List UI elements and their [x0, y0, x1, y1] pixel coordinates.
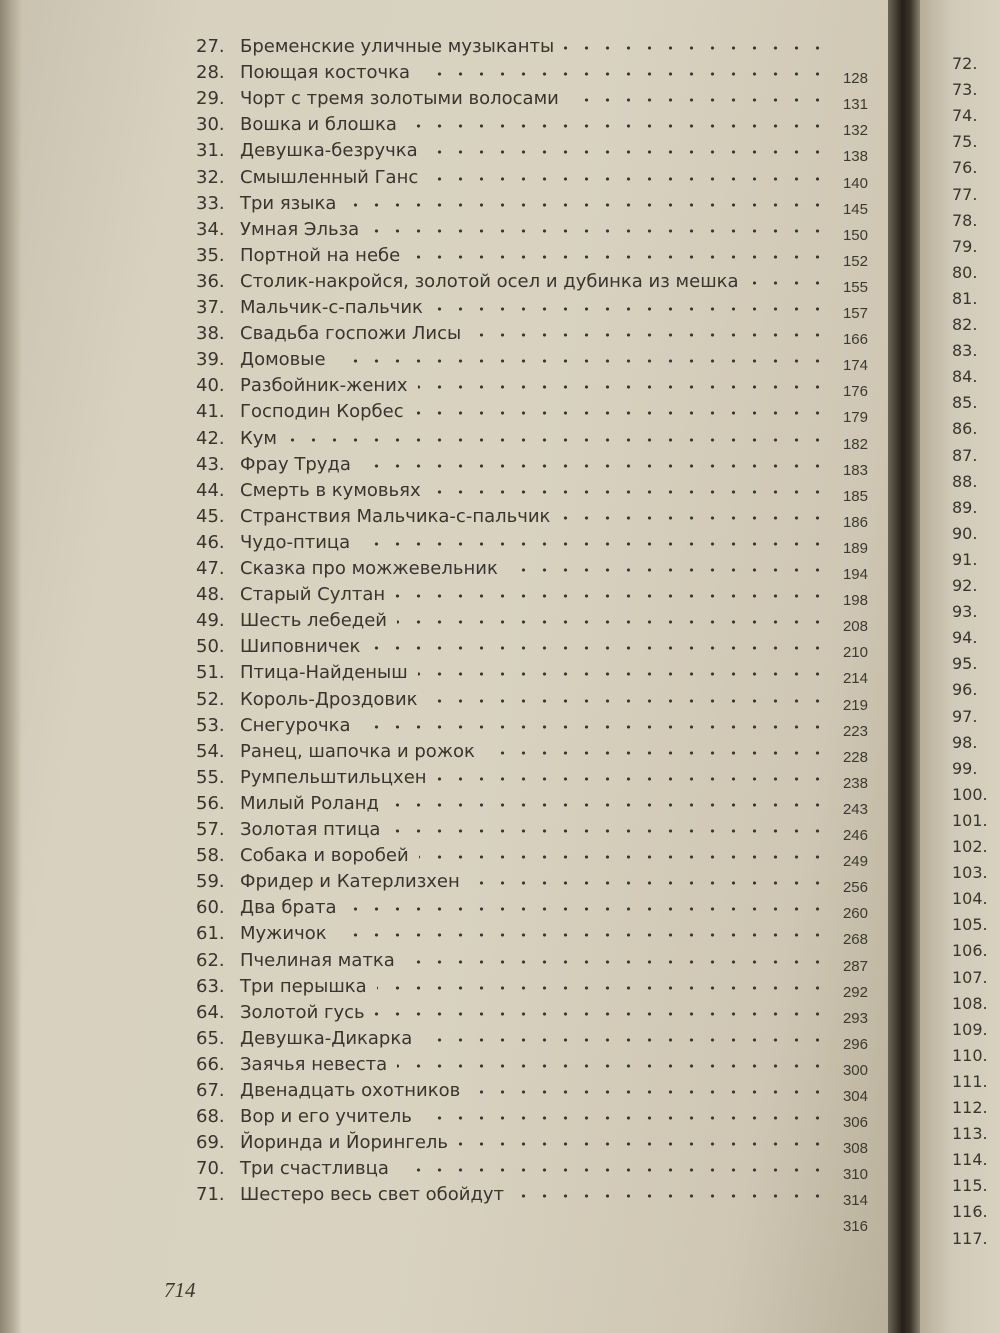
dot-leader	[336, 359, 828, 363]
toc-entry-page: 238	[842, 774, 868, 792]
toc-entry-number: 51.	[196, 662, 225, 684]
toc-entry-page: 176	[842, 383, 868, 401]
right-page-entry-number: 106.	[952, 941, 988, 961]
right-page-entry-number: 89.	[952, 497, 978, 517]
toc-entry	[196, 1104, 886, 1130]
dot-leader	[377, 986, 828, 990]
toc-entry-title: Два брата	[240, 897, 337, 919]
toc-entry-number: 61.	[196, 923, 225, 945]
toc-entry-page: 157	[842, 305, 868, 322]
toc-entry	[196, 530, 886, 556]
toc-entry-title: Йоринда и Йорингель	[240, 1132, 449, 1154]
dot-leader	[419, 855, 828, 859]
toc-entry-title: Чорт с тремя золотыми волосами	[240, 88, 559, 110]
toc-entry-title: Кум	[240, 427, 278, 449]
toc-entry-page: 310	[842, 1166, 868, 1184]
toc-entry-number: 38.	[196, 323, 225, 345]
toc-entry-number: 41.	[196, 401, 225, 423]
toc-entry-number: 67.	[196, 1080, 225, 1101]
dot-leader	[428, 150, 828, 154]
toc-entry-page: 189	[842, 539, 868, 557]
toc-entry-title: Заячья невеста	[240, 1053, 388, 1075]
dot-leader	[370, 646, 828, 650]
right-page-entry-number: 86.	[952, 419, 978, 439]
toc-entry-title: Пчелиная матка	[240, 949, 395, 971]
dot-leader	[361, 464, 828, 468]
toc-entry-number: 70.	[196, 1158, 225, 1180]
toc-entry-title: Собака и воробей	[240, 845, 409, 867]
dot-leader	[470, 1090, 828, 1094]
toc-entry	[196, 504, 886, 530]
toc-entry-number: 37.	[196, 297, 225, 318]
right-page-entry-number: 103.	[952, 863, 988, 883]
dot-leader	[407, 124, 828, 128]
right-page-entry-number: 88.	[952, 471, 978, 491]
dot-leader	[287, 438, 828, 442]
toc-entry	[196, 791, 886, 817]
toc-entry	[196, 1052, 886, 1078]
toc-entry-number: 50.	[196, 636, 225, 658]
dot-leader	[514, 1194, 828, 1198]
toc-entry-title: Столик-накройся, золотой осел и дубинка из мешка	[240, 270, 739, 292]
toc-entry	[196, 739, 886, 765]
toc-entry-title: Смерть в кумовьях	[240, 479, 421, 501]
dot-leader	[420, 72, 828, 76]
toc-entry-number: 58.	[196, 845, 225, 867]
right-page-entry-number: 116.	[952, 1202, 988, 1222]
right-page-entry-number: 109.	[952, 1019, 988, 1039]
right-page-entry-number: 104.	[952, 889, 988, 909]
right-page-entry-number: 79.	[952, 236, 978, 256]
right-page-entry-number: 74.	[952, 106, 978, 126]
toc-entry-title: Девушка-безручка	[240, 140, 418, 162]
toc-entry-title: Шестеро весь свет обойдут	[240, 1184, 505, 1206]
toc-entry-number: 49.	[196, 610, 225, 632]
dot-leader	[375, 1012, 828, 1016]
dot-leader	[569, 98, 828, 102]
right-page-entry-number: 91.	[952, 549, 978, 569]
toc-entry	[196, 34, 886, 60]
toc-entry-page: 210	[842, 644, 868, 662]
toc-entry-page: 308	[842, 1140, 868, 1158]
toc-entry-title: Три перышка	[240, 975, 367, 997]
toc-entry	[196, 399, 886, 425]
toc-entry-page: 166	[842, 331, 868, 349]
toc-entry-title: Сказка про можжевельник	[240, 558, 498, 579]
toc-entry-number: 27.	[196, 36, 225, 57]
toc-entry-number: 31.	[196, 140, 225, 162]
right-page-entry-number: 112.	[952, 1098, 988, 1117]
toc-entry-title: Свадьба госпожи Лисы	[240, 323, 462, 345]
page-folio: 714	[164, 1278, 196, 1302]
toc-entry	[196, 243, 886, 269]
toc-entry-number: 57.	[196, 819, 225, 840]
dot-leader	[418, 385, 828, 389]
toc-entry-number: 62.	[196, 949, 225, 971]
dot-leader	[470, 881, 828, 885]
toc-entry	[196, 974, 886, 1000]
toc-entry	[196, 921, 886, 947]
toc-entry-title: Разбойник-жених	[240, 375, 408, 397]
toc-entry-number: 32.	[196, 166, 225, 188]
toc-entry	[196, 843, 886, 869]
toc-entry-page: 293	[842, 1009, 868, 1027]
toc-entry-number: 52.	[196, 688, 225, 710]
toc-entry-number: 54.	[196, 740, 225, 762]
toc-entry-number: 48.	[196, 584, 225, 606]
toc-entry-title: Девушка-Дикарка	[240, 1027, 413, 1049]
toc-entry	[196, 269, 886, 295]
dot-leader	[337, 933, 828, 937]
toc-entry-title: Шесть лебедей	[240, 610, 388, 632]
dot-leader	[410, 255, 828, 259]
right-page-entry-number: 96.	[952, 680, 978, 700]
toc-entry-title: Милый Роланд	[240, 792, 379, 814]
right-page-entry-number: 95.	[952, 654, 978, 674]
right-page-entry-number: 99.	[952, 758, 978, 778]
dot-leader	[431, 490, 828, 494]
dot-leader	[360, 542, 828, 546]
toc-entry-page: 183	[842, 461, 868, 479]
right-page-entry-number: 72.	[952, 54, 978, 73]
toc-entry-page: 256	[842, 879, 868, 897]
toc-entry-number: 60.	[196, 897, 225, 919]
toc-entry-page: 131	[842, 96, 868, 114]
toc-entry	[196, 321, 886, 347]
extra-page-number: 316	[842, 1218, 868, 1235]
right-page-entry-number: 85.	[952, 393, 978, 413]
toc-entry-number: 53.	[196, 714, 225, 736]
toc-entry-title: Ранец, шапочка и рожок	[240, 740, 475, 762]
right-page-entry-number: 115.	[952, 1176, 988, 1196]
toc-entry-page: 138	[842, 148, 868, 166]
toc-entry-page: 155	[842, 278, 868, 296]
right-page-entry-number: 76.	[952, 158, 978, 178]
toc-entry-number: 64.	[196, 1001, 225, 1023]
toc-entry-number: 47.	[196, 558, 225, 579]
toc-entry	[196, 660, 886, 686]
toc-entry-page: 300	[842, 1061, 868, 1079]
toc-entry-page: 228	[842, 748, 868, 766]
toc-entry-number: 42.	[196, 427, 225, 449]
toc-entry-page: 208	[842, 618, 868, 636]
dot-leader	[564, 46, 828, 50]
toc-entry	[196, 1182, 886, 1208]
dot-leader	[390, 829, 828, 833]
toc-entry-title: Птица-Найденыш	[240, 662, 408, 684]
toc-entry	[196, 347, 886, 373]
right-page-entry-number: 80.	[952, 262, 978, 282]
toc-entry-number: 28.	[196, 62, 225, 84]
toc-entry-title: Три счастливца	[240, 1158, 389, 1180]
extra-page-number-row	[196, 1208, 886, 1234]
right-page-entry-number: 93.	[952, 602, 978, 622]
toc-entry	[196, 1156, 886, 1182]
toc-entry-number: 65.	[196, 1027, 225, 1049]
toc-entry	[196, 138, 886, 164]
toc-entry-title: Смышленный Ганс	[240, 166, 419, 188]
toc-entry-page: 132	[842, 122, 868, 140]
toc-entry	[196, 869, 886, 895]
toc-entry-page: 214	[842, 670, 868, 688]
right-page-entry-number: 113.	[952, 1124, 988, 1144]
toc-entry-page: 246	[842, 827, 868, 844]
right-page-entry-number: 84.	[952, 367, 978, 387]
toc-entry-page: 304	[842, 1088, 868, 1105]
dot-leader	[428, 699, 828, 703]
toc-entry	[196, 191, 886, 217]
toc-entry-page: 268	[842, 931, 868, 949]
toc-entry-page: 145	[842, 200, 868, 218]
dot-leader	[560, 516, 828, 520]
dot-leader	[397, 1064, 828, 1068]
toc-entry-page: 287	[842, 957, 868, 975]
toc-entry-title: Золотая птица	[240, 819, 381, 840]
toc-entry-page: 174	[842, 357, 868, 375]
toc-entry-title: Золотой гусь	[240, 1001, 365, 1023]
dot-leader	[749, 281, 828, 285]
right-page-entry-number: 83.	[952, 341, 978, 361]
right-page-entry-number: 117.	[952, 1228, 988, 1248]
dot-leader	[346, 203, 828, 207]
right-page-entry-number: 73.	[952, 80, 978, 100]
toc-entry-number: 33.	[196, 192, 225, 214]
toc-entry-number: 63.	[196, 975, 225, 997]
toc-entry	[196, 426, 886, 452]
toc-entry-page: 306	[842, 1114, 868, 1132]
toc-entry-number: 39.	[196, 349, 225, 371]
toc-entry	[196, 895, 886, 921]
toc-entry	[196, 112, 886, 138]
right-page-entry-number: 110.	[952, 1045, 988, 1065]
toc-entry-title: Фрау Труда	[240, 453, 351, 475]
toc-entry-page: 179	[842, 409, 868, 427]
dot-leader	[361, 725, 828, 729]
toc-entry-number: 55.	[196, 766, 225, 788]
right-page-entry-number: 75.	[952, 132, 978, 152]
toc-entry-number: 68.	[196, 1106, 225, 1128]
right-page-entry-number: 78.	[952, 210, 978, 230]
toc-entry-number: 71.	[196, 1184, 225, 1206]
toc-entry-title: Король-Дроздовик	[240, 688, 418, 710]
dot-leader	[422, 1116, 828, 1120]
toc-entry-number: 40.	[196, 375, 225, 397]
toc-entry	[196, 713, 886, 739]
toc-entry-page: 140	[842, 174, 868, 192]
dot-leader	[405, 960, 828, 964]
dot-leader	[414, 411, 828, 415]
toc-entry-title: Домовые	[240, 349, 326, 371]
right-page-entry-number: 108.	[952, 993, 988, 1013]
toc-entry-title: Двенадцать охотников	[240, 1080, 461, 1101]
toc-entry	[196, 60, 886, 86]
dot-leader	[433, 307, 828, 311]
toc-entry-page: 150	[842, 226, 868, 244]
dot-leader	[418, 672, 828, 676]
toc-entry-title: Бременские уличные музыканты	[240, 36, 555, 57]
toc-entry-number: 56.	[196, 792, 225, 814]
toc-entry-title: Портной на небе	[240, 244, 401, 266]
dot-leader	[389, 803, 828, 807]
toc-entry	[196, 687, 886, 713]
right-page-entry-number: 82.	[952, 315, 978, 334]
dot-leader	[422, 1038, 828, 1042]
toc-entry-number: 30.	[196, 114, 225, 136]
dot-leader	[369, 229, 828, 233]
toc-entry	[196, 948, 886, 974]
toc-entry-title: Фридер и Катерлизхен	[240, 871, 460, 893]
toc-entry-page: 182	[842, 435, 868, 453]
toc-entry-number: 59.	[196, 871, 225, 893]
toc-entry	[196, 556, 886, 582]
toc-entry-title: Господин Корбес	[240, 401, 404, 423]
dot-leader	[471, 333, 828, 337]
toc-entry-title: Мальчик-с-пальчик	[240, 297, 423, 318]
toc-entry-title: Чудо-птица	[240, 531, 351, 553]
dot-leader	[397, 620, 828, 624]
toc-entry	[196, 86, 886, 112]
toc-entry-number: 44.	[196, 479, 225, 501]
toc-entry-page: 198	[842, 592, 868, 610]
toc-entry	[196, 295, 886, 321]
dot-leader	[399, 1168, 828, 1172]
toc-entry-page: 249	[842, 853, 868, 871]
toc-entry-number: 69.	[196, 1132, 225, 1154]
toc-entry	[196, 582, 886, 608]
right-page-entry-number: 77.	[952, 184, 978, 204]
dot-leader	[428, 177, 828, 181]
toc-entry-title: Снегурочка	[240, 714, 351, 736]
toc-entry-title: Три языка	[240, 192, 337, 214]
right-page-entry-number: 98.	[952, 732, 978, 752]
toc-entry	[196, 1130, 886, 1156]
toc-entry-page: 223	[842, 722, 868, 740]
toc-entry	[196, 1078, 886, 1104]
dot-leader	[347, 907, 828, 911]
toc-entry-page: 186	[842, 513, 868, 531]
right-page-entry-number: 87.	[952, 445, 978, 465]
toc-entry-number: 29.	[196, 88, 225, 110]
right-page-entry-number: 100.	[952, 784, 988, 804]
right-page-entry-number: 101.	[952, 810, 988, 830]
right-page-entry-number: 107.	[952, 967, 988, 987]
right-page-entry-number: 102.	[952, 837, 988, 856]
toc-entry	[196, 165, 886, 191]
right-page-entry-number: 111.	[952, 1071, 988, 1091]
toc-entry-number: 46.	[196, 531, 225, 553]
toc-entry-title: Вошка и блошка	[240, 114, 397, 136]
right-page-entry-number: 94.	[952, 628, 978, 648]
dot-leader	[485, 751, 828, 755]
toc-entry-title: Шиповничек	[240, 636, 361, 658]
toc-entry	[196, 765, 886, 791]
toc-entry	[196, 217, 886, 243]
toc-entry	[196, 373, 886, 399]
toc-entry-title: Умная Эльза	[240, 218, 360, 240]
toc-entry-page: 260	[842, 905, 868, 923]
right-page-entry-number: 114.	[952, 1150, 988, 1170]
right-page-entry-number: 97.	[952, 706, 978, 726]
toc-entry-title: Вор и его учитель	[240, 1106, 412, 1128]
dot-leader	[508, 568, 828, 572]
toc-entry-number: 66.	[196, 1053, 225, 1075]
toc-entry-page: 185	[842, 487, 868, 505]
toc-entry-title: Старый Султан	[240, 584, 386, 606]
right-page-entry-number: 90.	[952, 523, 978, 543]
toc-entry-title: Мужичок	[240, 923, 327, 945]
toc-entry	[196, 608, 886, 634]
book-gutter	[888, 0, 920, 1333]
toc-entry	[196, 1000, 886, 1026]
dot-leader	[395, 594, 828, 598]
toc-entry-page: 194	[842, 566, 868, 583]
toc-entry	[196, 1026, 886, 1052]
toc-entry	[196, 452, 886, 478]
toc-entry-page: 152	[842, 252, 868, 270]
toc-entry-number: 45.	[196, 505, 225, 527]
toc-entry-page: 296	[842, 1035, 868, 1053]
dot-leader	[437, 777, 828, 781]
dot-leader	[458, 1142, 828, 1146]
toc-entry-number: 35.	[196, 244, 225, 266]
toc-entry-number: 36.	[196, 270, 225, 292]
toc-entry-number: 34.	[196, 218, 225, 240]
toc-entry	[196, 478, 886, 504]
right-page-entry-number: 81.	[952, 288, 978, 308]
toc-entry-page: 128	[842, 70, 868, 88]
right-page-entry-number: 105.	[952, 915, 988, 935]
toc-entry-number: 43.	[196, 453, 225, 475]
toc-entry-page: 292	[842, 983, 868, 1001]
toc-entry-title: Поющая косточка	[240, 62, 411, 84]
toc-entry-page: 243	[842, 800, 868, 818]
toc-entry-page: 219	[842, 696, 868, 714]
toc-entry-title: Странствия Мальчика-с-пальчик	[240, 505, 551, 527]
toc-entry	[196, 817, 886, 843]
toc-entry-title: Румпельштильцхен	[240, 766, 427, 788]
toc-entry	[196, 634, 886, 660]
toc-entry-page: 314	[842, 1192, 868, 1210]
right-page-entry-number: 92.	[952, 576, 978, 595]
